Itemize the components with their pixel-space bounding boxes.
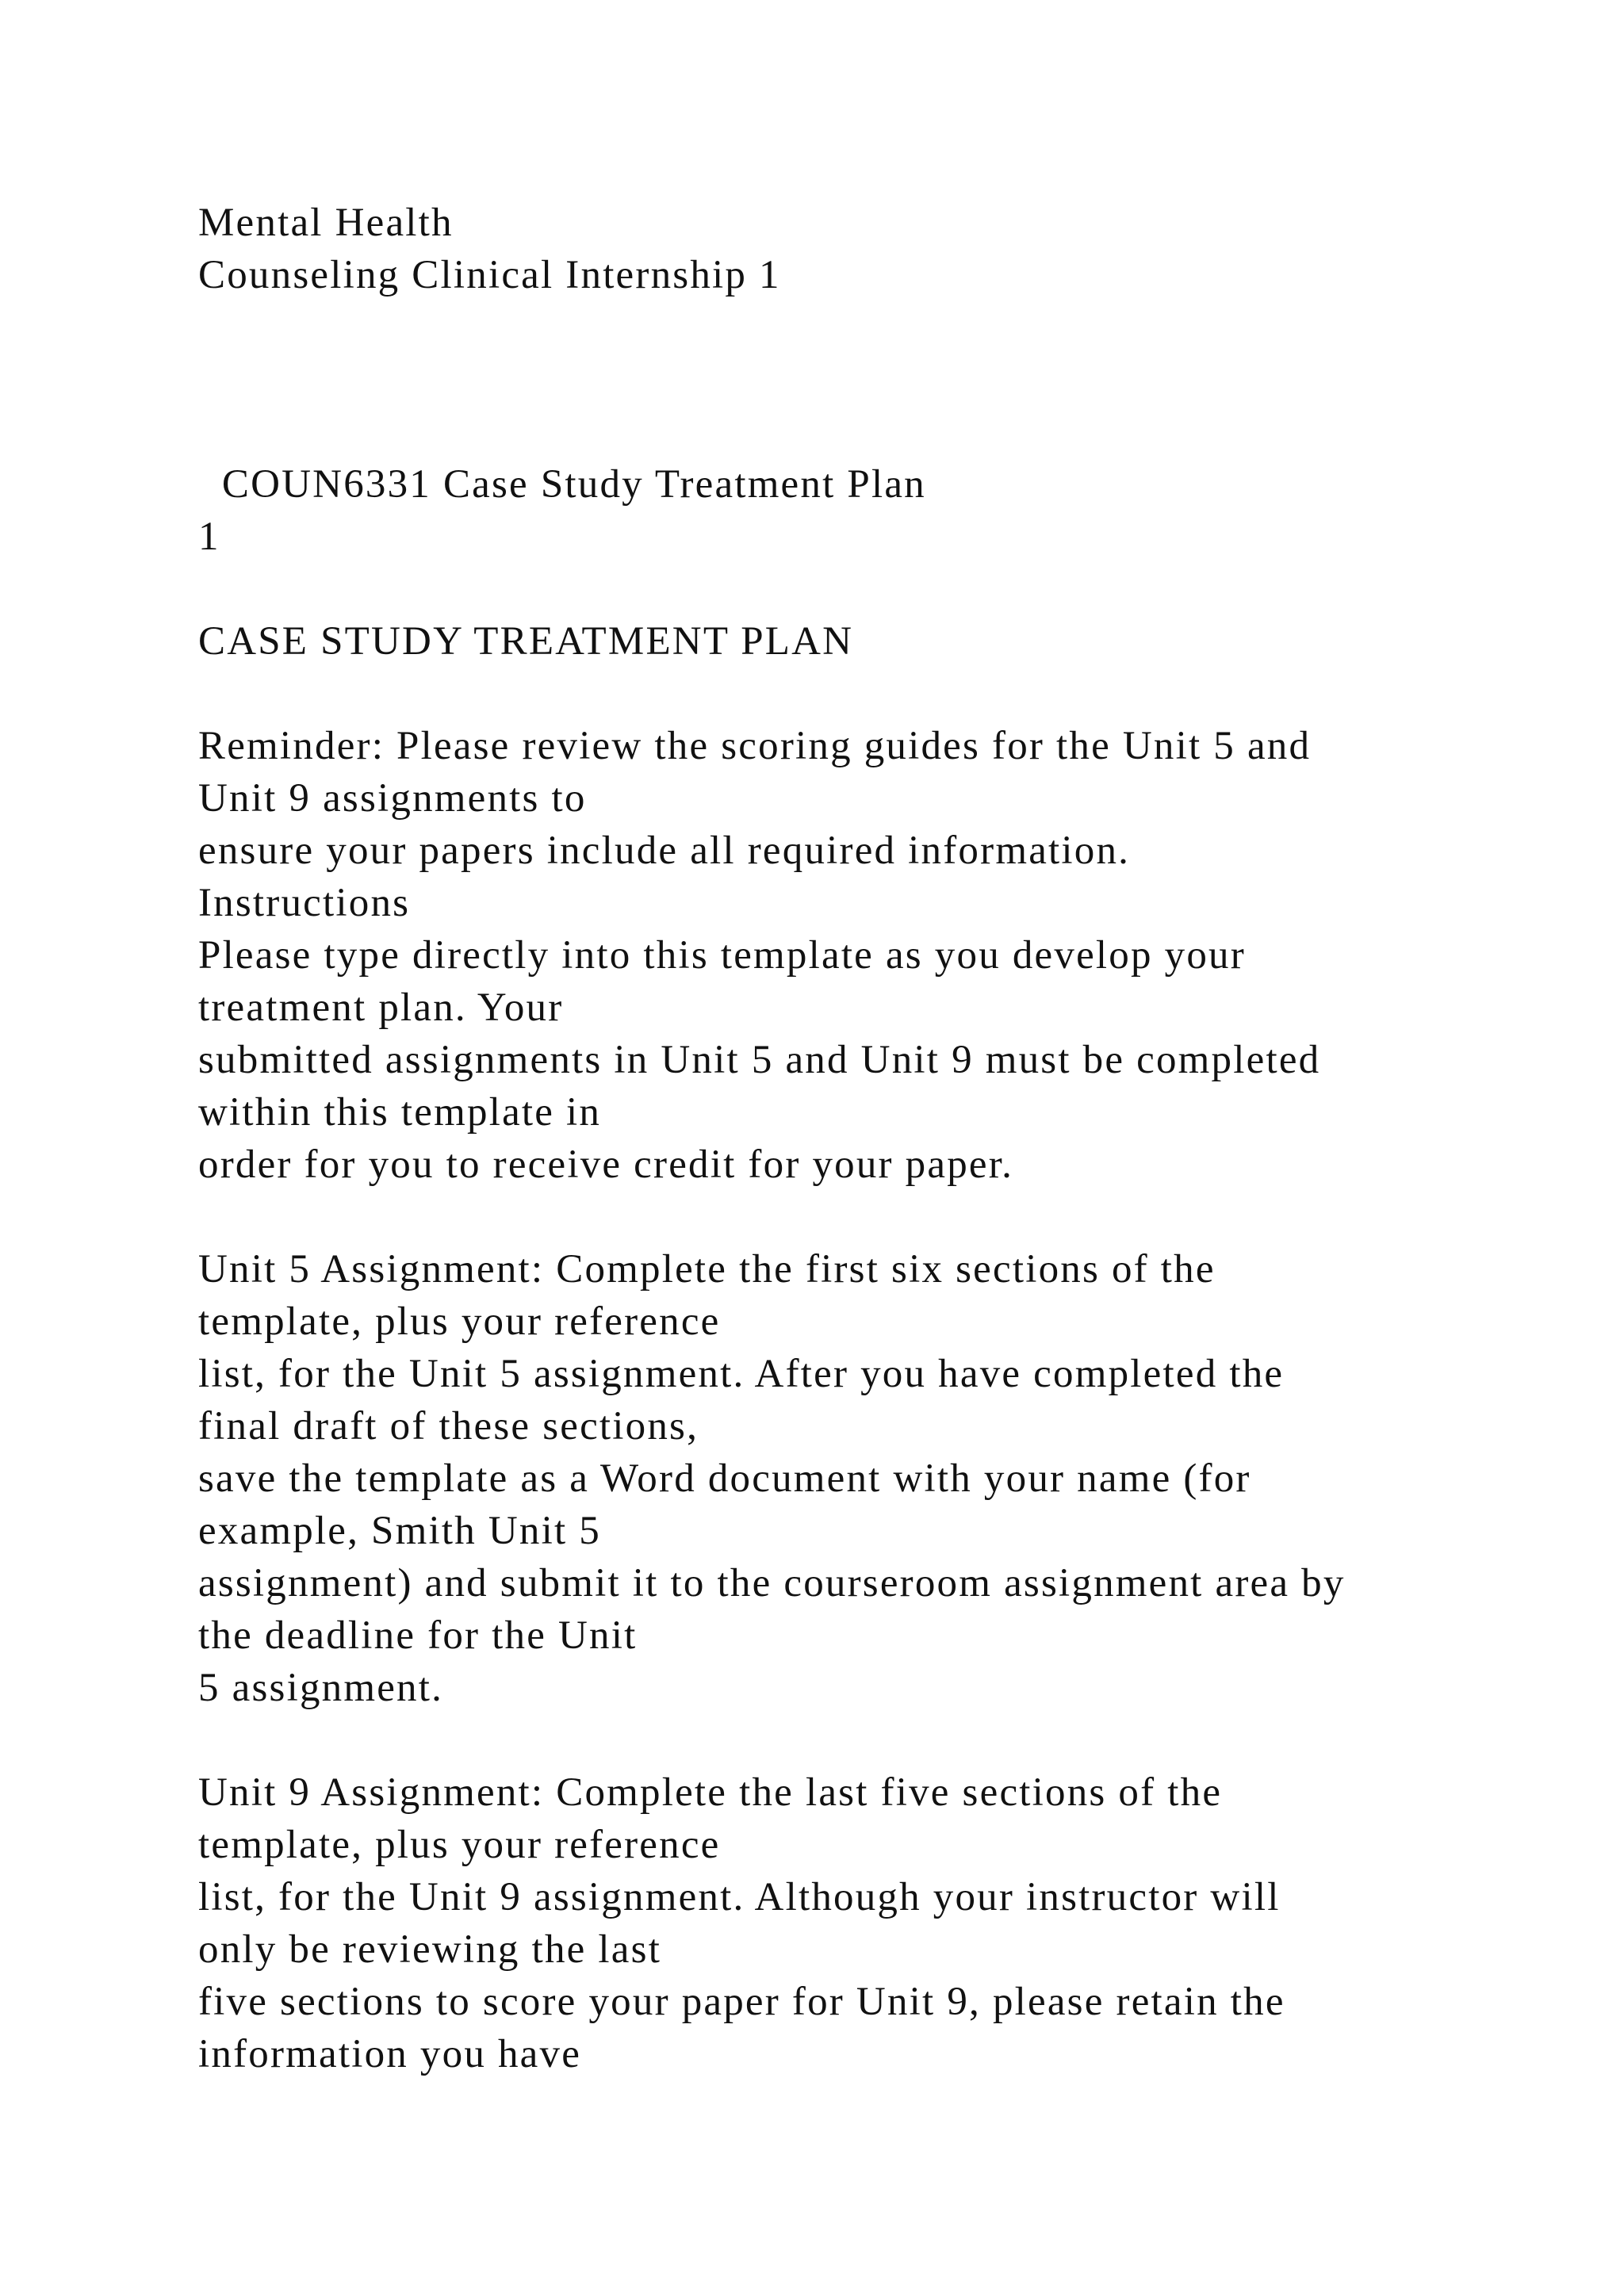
text-line: five sections to score your paper for Unit 9, please retain the xyxy=(198,1980,1285,2024)
text-line: template, plus your reference xyxy=(198,1823,721,1867)
text-line: list, for the Unit 5 assignment. After you have completed the xyxy=(198,1352,1285,1396)
text-line: the deadline for the Unit xyxy=(198,1613,638,1658)
text-line: treatment plan. Your xyxy=(198,985,564,1030)
text-line: Unit 9 assignments to xyxy=(198,776,587,821)
text-line: order for you to receive credit for your paper. xyxy=(198,1142,1014,1187)
text-line: COUN6331 Case Study Treatment Plan xyxy=(198,462,926,507)
text-line: Unit 5 Assignment: Complete the first six sections of the xyxy=(198,1247,1216,1292)
text-line: 5 assignment. xyxy=(198,1666,444,1710)
document-heading: CASE STUDY TREATMENT PLAN xyxy=(198,619,854,664)
text-line: Reminder: Please review the scoring guides for the Unit 5 and xyxy=(198,724,1312,768)
text-line: Counseling Clinical Internship 1 xyxy=(198,253,781,297)
text-line: 1 xyxy=(198,515,220,559)
text-line: Unit 9 Assignment: Complete the last five sections of the xyxy=(198,1770,1223,1815)
text-line: within this template in xyxy=(198,1090,602,1135)
text-line: template, plus your reference xyxy=(198,1299,721,1344)
text-line: assignment) and submit it to the courseroom assignment area by xyxy=(198,1561,1346,1605)
text-line: Mental Health xyxy=(198,201,454,245)
text-line: final draft of these sections, xyxy=(198,1404,699,1448)
text-line: Please type directly into this template as you develop your xyxy=(198,933,1246,978)
text-line: submitted assignments in Unit 5 and Unit 9 must be completed xyxy=(198,1038,1321,1082)
section-heading: Instructions xyxy=(198,881,411,925)
text-line: list, for the Unit 9 assignment. Although your instructor will xyxy=(198,1875,1281,1919)
text-line: ensure your papers include all required information. xyxy=(198,828,1131,873)
text-line: example, Smith Unit 5 xyxy=(198,1509,601,1553)
text-line: only be reviewing the last xyxy=(198,1927,662,1972)
text-line: information you have xyxy=(198,2032,582,2076)
text-line: save the template as a Word document with your name (for xyxy=(198,1456,1251,1501)
